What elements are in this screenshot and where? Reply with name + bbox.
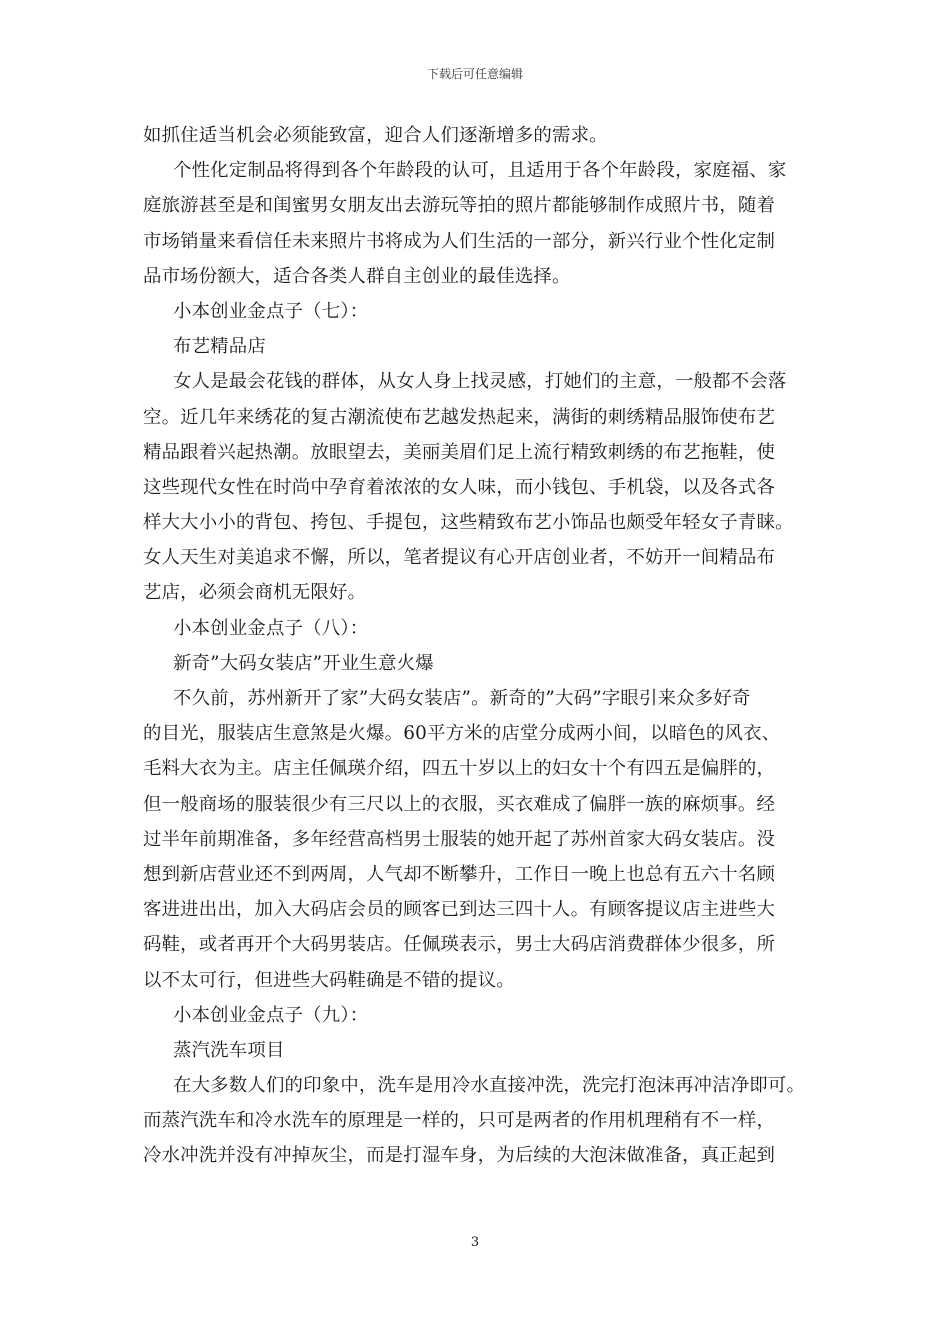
text-line: 这些现代女性在时尚中孕育着浓浓的女人味，而小钱包、手机袋，以及各式各 <box>143 476 776 498</box>
text-line: 而蒸汽洗车和冷水洗车的原理是一样的，只可是两者的作用机理稍有不一样， <box>143 1110 776 1132</box>
page-header-note: 下载后可任意编辑 <box>426 67 523 81</box>
page-number: 3 <box>470 1235 480 1250</box>
text-line: 艺店，必须会商机无限好。 <box>143 582 367 604</box>
text-line: 如抓住适当机会必须能致富，迎合人们逐渐增多的需求。 <box>143 125 608 146</box>
section-title: 布艺精品店 <box>173 336 266 358</box>
text-line: 庭旅游甚至是和闺蜜男女朋友出去游玩等拍的照片都能够制作成照片书，随着 <box>143 195 776 217</box>
text-line: 想到新店营业还不到两周，人气却不断攀升，工作日一晚上也总有五六十名顾 <box>143 863 776 885</box>
section-heading: 小本创业金点子（八）： <box>173 617 369 639</box>
text-line: 过半年前期准备，多年经营高档男士服装的她开起了苏州首家大码女装店。没 <box>143 828 776 850</box>
text-line: 在大多数人们的印象中，洗车是用冷水直接冲洗，洗完打泡沫再冲洁净即可。 <box>173 1075 806 1097</box>
text-line: 毛料大衣为主。店主任佩瑛介绍，四五十岁以上的妇女十个有四五是偏胖的， <box>143 758 776 780</box>
text-line: 女人是最会花钱的群体，从女人身上找灵感，打她们的主意，一般都不会落 <box>173 371 787 393</box>
text-line: 样大大小小的背包、挎包、手提包，这些精致布艺小饰品也颇受年轻女子青睐。 <box>143 512 794 534</box>
text-line: 以不太可行，但进些大码鞋确是不错的提议。 <box>143 969 515 991</box>
text-line: 客进进出出，加入大码店会员的顾客已到达三四十人。有顾客提议店主进些大 <box>143 899 776 921</box>
section-title: 新奇”大码女装店”开业生意火爆 <box>173 652 434 674</box>
text-line: 女人天生对美追求不懈，所以，笔者提议有心开店创业者，不妨开一间精品布 <box>143 547 776 569</box>
text-line: 但一般商场的服装很少有三尺以上的衣服，买衣难成了偏胖一族的麻烦事。经 <box>143 793 776 815</box>
text-line: 码鞋，或者再开个大码男装店。任佩瑛表示，男士大码店消费群体少很多，所 <box>143 934 776 956</box>
text-line: 不久前，苏州新开了家”大码女装店”。新奇的”大码”字眼引来众多好奇 <box>173 688 751 709</box>
section-heading: 小本创业金点子（九）： <box>173 1004 369 1026</box>
text-line: 市场销量来看信任未来照片书将成为人们生活的一部分，新兴行业个性化定制 <box>143 230 776 252</box>
text-line: 的目光，服装店生意煞是火爆。60平方米的店堂分成两小间，以暗色的风衣、 <box>143 723 781 745</box>
document-body <box>143 118 843 1174</box>
section-title: 蒸汽洗车项目 <box>173 1039 285 1061</box>
text-line: 空。近几年来绣花的复古潮流使布艺越发热起来，满街的刺绣精品服饰使布艺 <box>143 406 776 428</box>
section-heading: 小本创业金点子（七）： <box>173 300 369 322</box>
text-line: 精品跟着兴起热潮。放眼望去，美丽美眉们足上流行精致刺绣的布艺拖鞋，使 <box>143 441 776 463</box>
text-line: 个性化定制品将得到各个年龄段的认可，且适用于各个年龄段，家庭福、家 <box>173 160 787 182</box>
text-line: 冷水冲洗并没有冲掉灰尘，而是打湿车身，为后续的大泡沫做准备，真正起到 <box>143 1145 776 1167</box>
text-line: 品市场份额大，适合各类人群自主创业的最佳选择。 <box>143 265 571 287</box>
